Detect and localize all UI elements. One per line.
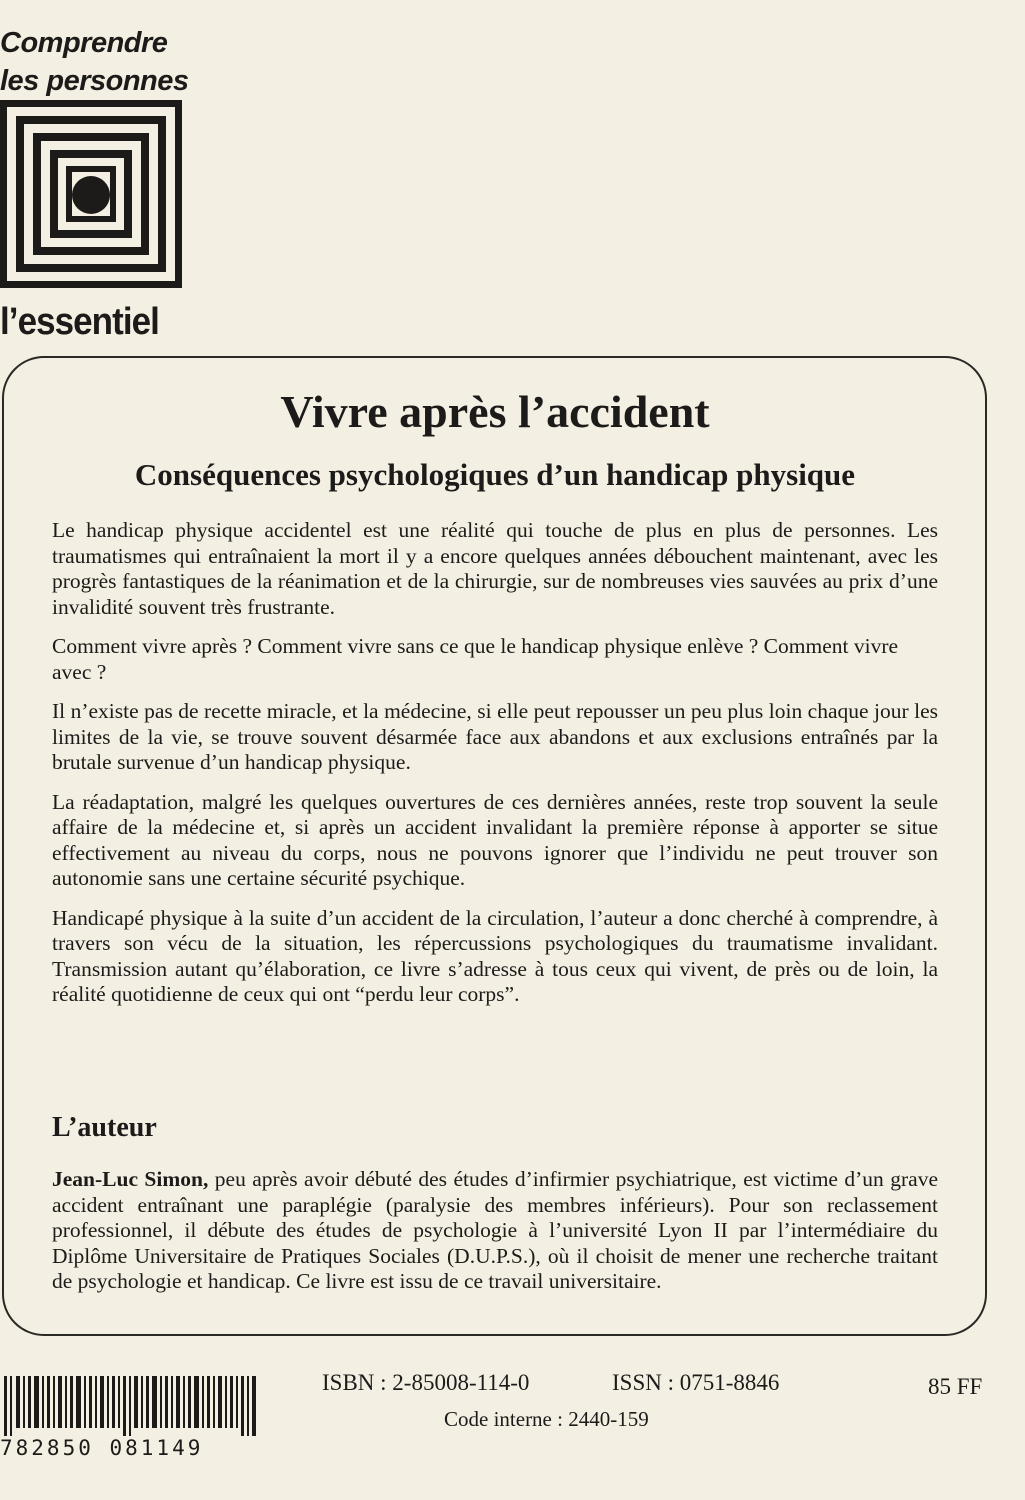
book-subtitle: Conséquences psychologiques d’un handicap physique [134,457,856,492]
barcode-number: 782850 081149 [0,1436,204,1460]
blurb [52,518,938,1022]
internal-code: Code interne : 2440-159 [444,1407,649,1431]
series-line-1: Comprendre [0,27,168,59]
author-bio-text: peu après avoir débuté des études d’infirmier psychiatrique, est victime d’un grave accident entraînant une paraplégie (paralysie des membres inférieurs). Pour son reclassement professionnel, il débute des études de psychologie à l’université Lyon II par l’intermédiaire du Diplôme Universitaire de Pratiques Sociales (D.U.P.S.), où il choisit de mener une recherche traitant de psychologie et handicap. Ce livre est issu de ce travail universitaire. [52,1167,938,1293]
author-name: Jean-Luc Simon, [52,1167,209,1191]
collection-logo [0,100,182,288]
author-bio [52,1167,938,1295]
series-line-2: les personnes [0,65,189,97]
blurb-paragraph: Comment vivre après ? Comment vivre sans ce que le handicap physique enlève ? Comment vivre avec ? [52,634,899,684]
blurb-paragraph: Le handicap physique accidentel est une réalité qui touche de plus en plus de personnes. Les traumatismes qui entraînaient la mort il y a encore quelques années débouchent maintenant, avec les progrès fantastiques de la réanimation et de la chirurgie, sur de nombreuses vies sauvées au prix d’une invalidité souvent très frustrante. [52,518,938,619]
barcode [0,1376,265,1436]
author-heading: L’auteur [52,1112,157,1143]
isbn: ISBN : 2-85008-114-0 [322,1370,530,1395]
blurb-paragraph: La réadaptation, malgré les quelques ouvertures de ces dernières années, reste trop souvent la seule affaire de la médecine et, si après un accident invalidant la première réponse à apporter se situe effectivement au niveau du corps, nous ne pouvons ignorer que l’individu ne peut trouver son autonomie sans une certaine sécurité psychique. [52,789,938,890]
series-name [0,24,189,100]
blurb-paragraph: Handicapé physique à la suite d’un accident de la circulation, l’auteur a donc cherché à comprendre, à travers son vécu de la situation, les répercussions psychologiques du traumatisme invalidant. Transmission autant qu’élaboration, ce livre s’adresse à tous ceux qui vivent, de près ou de loin, la réalité quotidienne de ceux qui ont “perdu leur corps”. [52,905,938,1006]
price: 85 FF [928,1374,983,1399]
book-title: Vivre après l’accident [280,386,710,437]
collection-name: l’essentiel [0,301,159,343]
blurb-paragraph: Il n’existe pas de recette miracle, et la médecine, si elle peut repousser un peu plus loin chaque jour les limites de la vie, se trouve souvent désarmée face aux abandons et aux exclusions entraînés par la brutale survenue d’un handicap physique. [52,699,938,774]
issn: ISSN : 0751-8846 [612,1370,780,1395]
